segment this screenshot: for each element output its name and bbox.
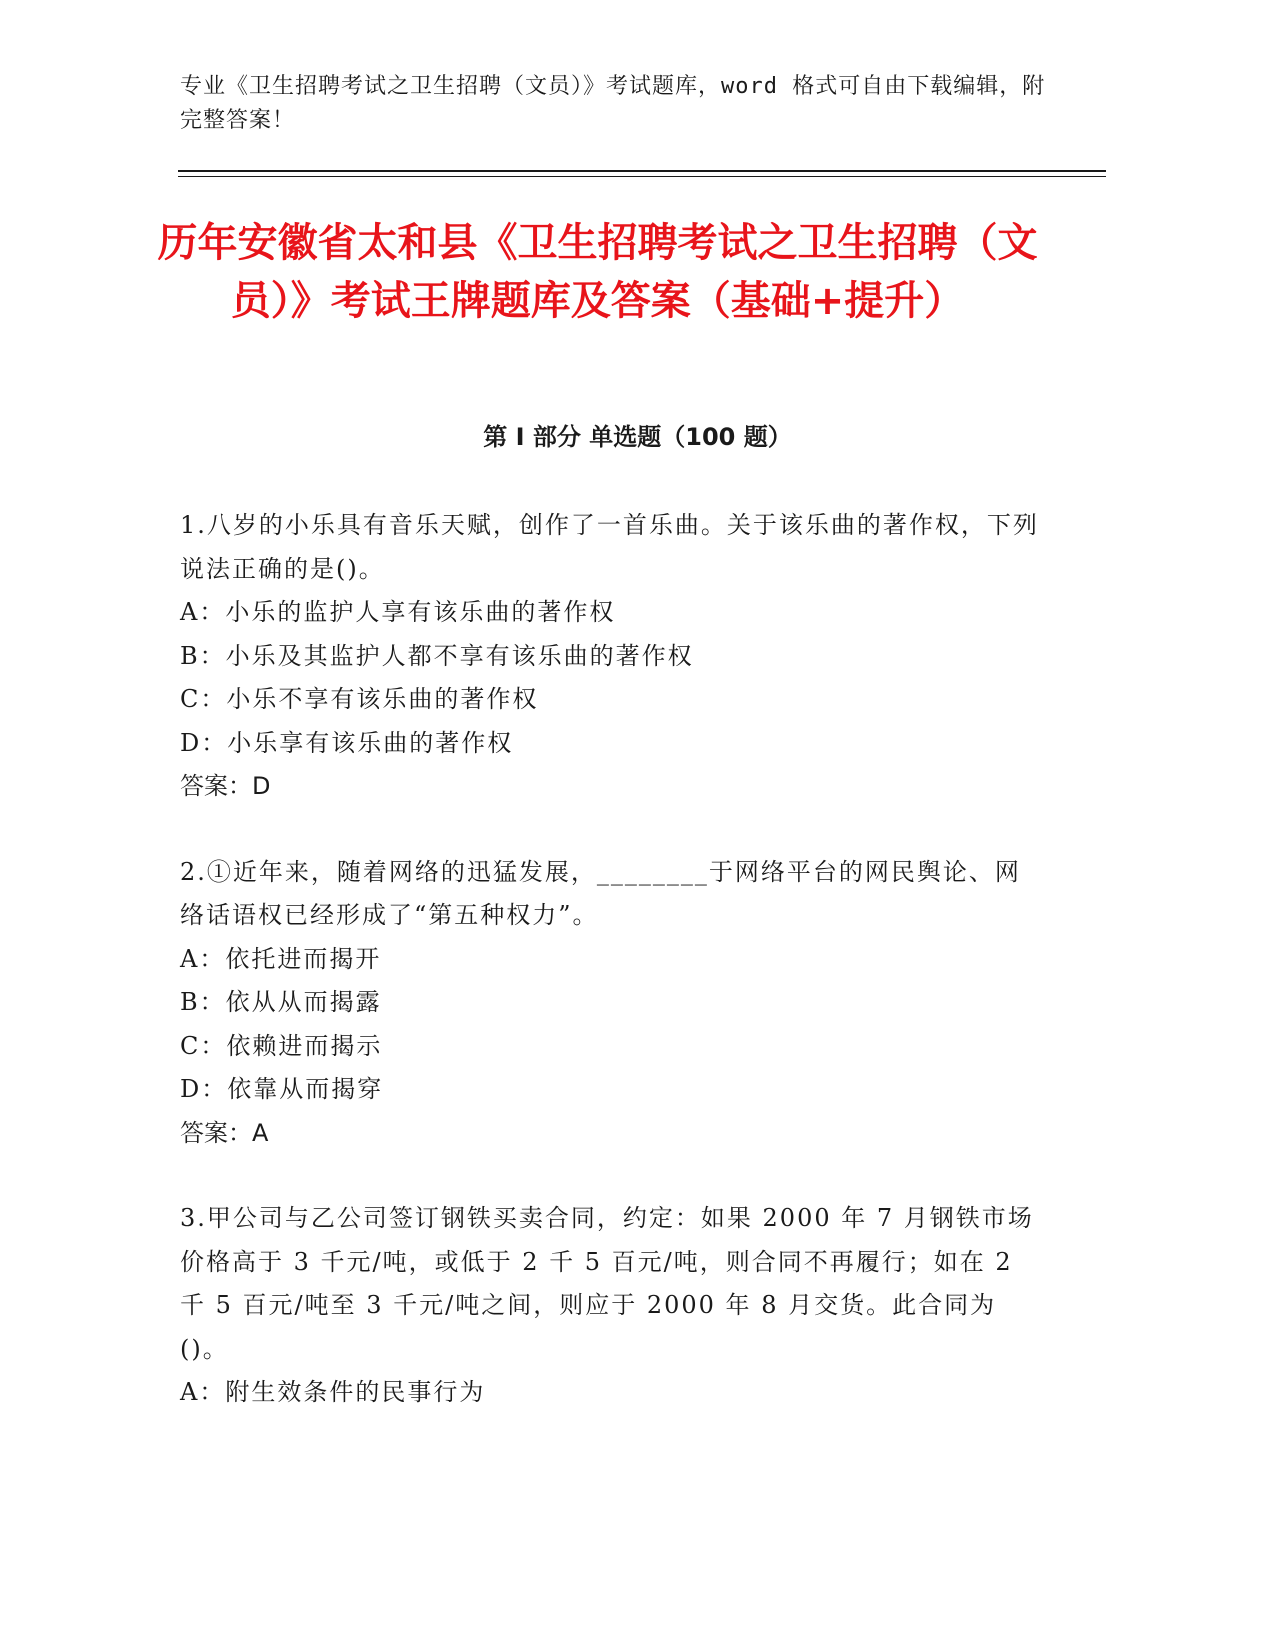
header-note: 专业《卫生招聘考试之卫生招聘（文员）》考试题库，word 格式可自由下载编辑，附完整答案！ <box>180 74 1046 133</box>
header-divider-thin <box>178 176 1106 177</box>
answer: 答案：A <box>180 1118 269 1147</box>
option-b: B：小乐及其监护人都不享有该乐曲的著作权 <box>180 641 694 670</box>
option-c: C：依赖进而揭示 <box>180 1031 383 1060</box>
question-list <box>180 504 1040 1457</box>
question-3 <box>180 1197 1040 1415</box>
question-text: 1.八岁的小乐具有音乐天赋，创作了一首乐曲。关于该乐曲的著作权，下列说法正确的是()。 <box>180 511 1039 583</box>
option-a: A：小乐的监护人享有该乐曲的著作权 <box>180 598 616 626</box>
option-a: A：附生效条件的民事行为 <box>180 1378 486 1406</box>
answer: 答案：D <box>180 772 271 800</box>
document-title: 历年安徽省太和县《卫生招聘考试之卫生招聘（文员）》考试王牌题库及答案（基础+提升） <box>157 220 1038 324</box>
option-b: B：依从从而揭露 <box>180 988 382 1016</box>
header-divider <box>178 170 1106 172</box>
section-title: 第 I 部分 单选题（100 题） <box>483 423 792 451</box>
question-2 <box>180 851 1040 1156</box>
option-d: D：小乐享有该乐曲的著作权 <box>180 728 514 757</box>
option-c: C：小乐不享有该乐曲的著作权 <box>180 685 539 713</box>
question-text: 2.①近年来，随着网络的迅猛发展，________于网络平台的网民舆论、网络话语权已经形成了“第五种权力”。 <box>180 857 1021 929</box>
question-text: 3.甲公司与乙公司签订钢铁买卖合同，约定：如果 2000 年 7 月钢铁市场价格高于 3 千元/吨，或低于 2 千 5 百元/吨，则合同不再履行；如在 2 千 5 百元/吨至 3 千元/吨之间，则应于 2000 年 8 月交货。此合同为()。 <box>180 1204 1034 1363</box>
option-d: D：依靠从而揭穿 <box>180 1075 384 1103</box>
question-1 <box>180 504 1040 809</box>
option-a: A：依托进而揭开 <box>180 944 382 973</box>
